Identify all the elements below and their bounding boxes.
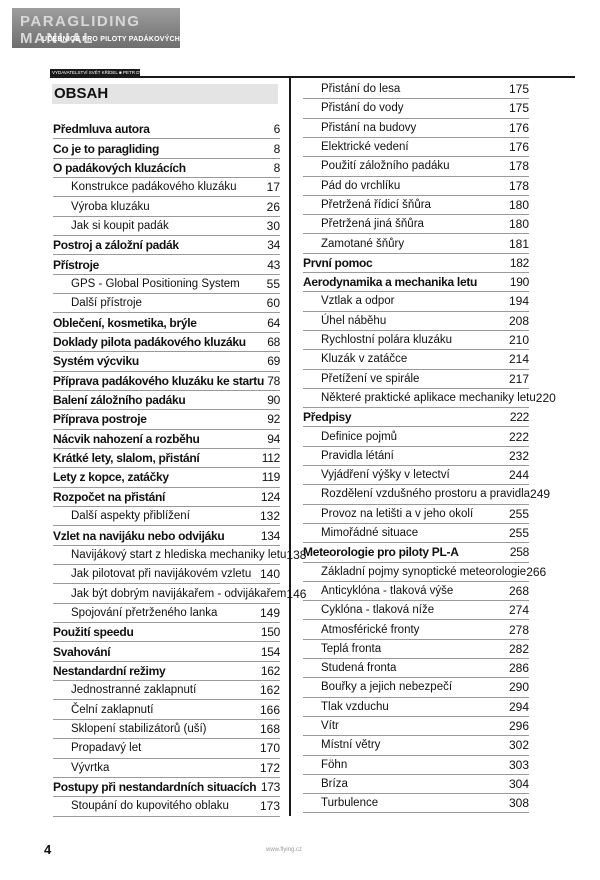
toc-entry bbox=[53, 178, 280, 197]
toc-entry bbox=[53, 623, 280, 642]
toc-entry-title: Jak pilotovat při navijákovém vzletu bbox=[71, 568, 252, 581]
toc-entry-page: 119 bbox=[261, 470, 280, 485]
toc-entry-page: 190 bbox=[509, 275, 529, 290]
toc-entry bbox=[53, 565, 280, 584]
toc-entry bbox=[53, 391, 280, 410]
toc-entry-page: 8 bbox=[273, 141, 280, 156]
toc-entry-page: 175 bbox=[508, 101, 529, 116]
toc-entry-page: 140 bbox=[259, 567, 280, 582]
toc-entry-page: 146 bbox=[286, 586, 307, 601]
toc-entry-page: 168 bbox=[259, 722, 280, 737]
toc-entry-page: 208 bbox=[508, 313, 529, 328]
toc-entry-page: 112 bbox=[261, 451, 280, 466]
toc-entry bbox=[53, 314, 280, 333]
toc-entry-page: 150 bbox=[260, 625, 280, 640]
toc-entry-page: 302 bbox=[508, 738, 529, 753]
toc-entry-title: Föhn bbox=[321, 758, 348, 771]
toc-entry-page: 17 bbox=[266, 180, 280, 195]
toc-entry bbox=[303, 601, 529, 620]
toc-entry-title: Systém výcviku bbox=[53, 354, 139, 369]
toc-entry bbox=[53, 526, 280, 545]
toc-entry-title: Meteorologie pro piloty PL-A bbox=[303, 545, 459, 560]
toc-entry-page: 286 bbox=[508, 661, 529, 676]
toc-entry-title: Atmosférické fronty bbox=[321, 623, 420, 636]
toc-entry-page: 176 bbox=[508, 140, 529, 155]
toc-entry bbox=[53, 759, 280, 778]
toc-entry bbox=[53, 217, 280, 236]
toc-entry-title: Aerodynamika a mechanika letu bbox=[303, 275, 478, 290]
toc-entry-title: Další přístroje bbox=[71, 297, 142, 310]
toc-entry-title: Předpisy bbox=[303, 410, 352, 425]
toc-entry-page: 249 bbox=[530, 487, 551, 502]
toc-entry-title: Přistání do vody bbox=[321, 102, 404, 115]
toc-entry bbox=[303, 157, 529, 176]
toc-entry-title: Studená fronta bbox=[321, 662, 397, 675]
toc-entry-title: Lety z kopce, zatáčky bbox=[53, 470, 169, 485]
toc-entry bbox=[53, 449, 280, 468]
toc-entry-page: 64 bbox=[267, 315, 280, 330]
toc-entry bbox=[303, 756, 529, 775]
toc-entry bbox=[303, 620, 529, 639]
toc-entry-page: 255 bbox=[508, 506, 529, 521]
toc-entry-page: 26 bbox=[266, 199, 280, 214]
toc-entry bbox=[53, 333, 280, 352]
toc-entry-page: 90 bbox=[267, 393, 280, 408]
toc-entry bbox=[303, 370, 529, 389]
toc-entry-page: 173 bbox=[260, 780, 280, 795]
toc-entry-page: 92 bbox=[267, 412, 280, 427]
toc-entry-title: Elektrické vedení bbox=[321, 141, 409, 154]
toc-entry-title: Přístroje bbox=[53, 257, 99, 272]
toc-entry bbox=[53, 275, 280, 294]
toc-entry-title: Vyjádření výšky v letectví bbox=[321, 469, 450, 482]
toc-entry bbox=[53, 720, 280, 739]
toc-entry-page: 290 bbox=[508, 680, 529, 695]
toc-entry bbox=[303, 485, 551, 504]
toc-entry-page: 43 bbox=[267, 257, 280, 272]
toc-entry-title: Jak být dobrým navijákařem - odvijákařem bbox=[71, 587, 287, 600]
manual-subtitle: UČEBNICE PRO PILOTY PADÁKOVÝCH KLUZÁKŮ bbox=[42, 36, 218, 43]
toc-entry-title: Vzlet na navijáku nebo odvijáku bbox=[53, 528, 225, 543]
toc-entry bbox=[303, 563, 547, 582]
toc-entry-page: 170 bbox=[259, 741, 280, 756]
toc-entry-title: Jednostranné zaklapnutí bbox=[71, 684, 197, 697]
toc-entry bbox=[303, 177, 529, 196]
toc-entry-title: Nestandardní režimy bbox=[53, 663, 166, 678]
toc-entry-title: Použití záložního padáku bbox=[321, 160, 450, 173]
toc-entry-title: Bríza bbox=[321, 777, 348, 790]
toc-entry bbox=[303, 215, 529, 234]
toc-entry bbox=[53, 197, 280, 216]
toc-entry bbox=[53, 642, 280, 661]
toc-entry-page: 138 bbox=[286, 547, 307, 562]
toc-entry bbox=[303, 80, 529, 99]
toc-entry-page: 55 bbox=[266, 276, 280, 291]
toc-entry-page: 296 bbox=[508, 719, 529, 734]
toc-entry-title: O padákových kluzácích bbox=[53, 160, 186, 175]
toc-entry bbox=[53, 236, 280, 255]
toc-entry-title: Oblečení, kosmetika, brýle bbox=[53, 315, 197, 330]
toc-entry bbox=[53, 139, 280, 158]
publisher-strip: VYDAVATELSTVÍ SVĚT KŘÍDEL ■ PETR DVOŘÁK bbox=[52, 70, 156, 75]
toc-entry-page: 175 bbox=[508, 82, 529, 97]
toc-entry bbox=[53, 352, 280, 371]
toc-entry-page: 78 bbox=[267, 373, 280, 388]
toc-entry bbox=[303, 466, 529, 485]
footer-url: www.flying.cz bbox=[266, 847, 303, 853]
toc-entry bbox=[53, 662, 280, 681]
toc-entry-title: První pomoc bbox=[303, 255, 373, 270]
toc-entry-title: Příprava padákového kluzáku ke startu bbox=[53, 373, 264, 388]
toc-entry-title: Spojování přetrženého lanka bbox=[71, 606, 218, 619]
toc-entry-page: 258 bbox=[509, 545, 529, 560]
toc-entry-title: Postroj a záložní padák bbox=[53, 238, 179, 253]
toc-entry-title: Vztlak a odpor bbox=[321, 295, 395, 308]
toc-entry-page: 34 bbox=[267, 238, 280, 253]
toc-entry-title: Anticyklóna - tlaková výše bbox=[321, 584, 454, 597]
toc-entry bbox=[303, 524, 529, 543]
toc-entry-title: Jak si koupit padák bbox=[71, 219, 169, 232]
toc-entry bbox=[53, 372, 280, 391]
toc-entry-page: 162 bbox=[260, 663, 280, 678]
toc-entry bbox=[303, 292, 529, 311]
toc-entry-page: 176 bbox=[508, 120, 529, 135]
top-rule bbox=[50, 76, 575, 78]
toc-entry-title: Přistání do lesa bbox=[321, 83, 401, 96]
toc-entry bbox=[303, 717, 529, 736]
toc-entry-page: 178 bbox=[508, 178, 529, 193]
toc-entry bbox=[303, 273, 529, 292]
toc-entry-title: Balení záložního padáku bbox=[53, 393, 186, 408]
toc-entry-title: Rychlostní polára kluzáku bbox=[321, 334, 453, 347]
toc-entry-page: 194 bbox=[508, 294, 529, 309]
toc-entry-title: Turbulence bbox=[321, 797, 379, 810]
column-divider bbox=[289, 76, 291, 816]
toc-entry-page: 180 bbox=[508, 217, 529, 232]
toc-entry bbox=[53, 255, 280, 274]
toc-entry-page: 303 bbox=[508, 757, 529, 772]
toc-entry-page: 149 bbox=[259, 605, 280, 620]
toc-entry bbox=[53, 604, 280, 623]
toc-entry-title: Základní pojmy synoptické meteorologie bbox=[321, 565, 527, 578]
header-band bbox=[12, 8, 218, 48]
toc-entry-page: 154 bbox=[260, 644, 280, 659]
toc-entry bbox=[53, 739, 280, 758]
toc-entry-page: 181 bbox=[508, 236, 529, 251]
toc-entry-page: 232 bbox=[508, 448, 529, 463]
toc-entry-page: 6 bbox=[273, 122, 280, 137]
toc-entry bbox=[53, 681, 280, 700]
toc-entry-title: Výroba kluzáku bbox=[71, 200, 150, 213]
toc-entry-title: Kluzák v zatáčce bbox=[321, 353, 408, 366]
toc-entry bbox=[303, 678, 529, 697]
toc-entry-page: 268 bbox=[508, 583, 529, 598]
toc-entry-page: 294 bbox=[508, 699, 529, 714]
toc-entry-title: Krátké lety, slalom, přistání bbox=[53, 451, 200, 466]
toc-entry-title: Pravidla létání bbox=[321, 449, 394, 462]
toc-entry-title: Přetížení ve spirále bbox=[321, 372, 420, 385]
toc-entry-page: 172 bbox=[259, 760, 280, 775]
toc-entry-title: Sklopení stabilizátorů (uší) bbox=[71, 723, 207, 736]
toc-entry-page: 278 bbox=[508, 622, 529, 637]
toc-entry bbox=[53, 507, 280, 526]
toc-entry bbox=[53, 778, 280, 797]
toc-heading: OBSAH bbox=[52, 84, 278, 104]
toc-entry-page: 255 bbox=[508, 526, 529, 541]
toc-entry bbox=[303, 505, 529, 524]
toc-entry bbox=[53, 120, 280, 139]
toc-entry bbox=[53, 797, 280, 816]
toc-entry-title: Přetržená řídicí šňůra bbox=[321, 198, 431, 211]
toc-entry-title: Stoupání do kupovitého oblaku bbox=[71, 800, 229, 813]
toc-entry bbox=[303, 736, 529, 755]
toc-entry bbox=[53, 546, 307, 565]
toc-entry-page: 274 bbox=[508, 603, 529, 618]
toc-entry-page: 94 bbox=[267, 431, 280, 446]
toc-entry bbox=[53, 584, 307, 603]
toc-entry bbox=[303, 99, 529, 118]
toc-entry-title: GPS - Global Positioning System bbox=[71, 277, 240, 290]
toc-entry-page: 182 bbox=[509, 255, 529, 270]
toc-entry bbox=[303, 389, 556, 408]
manual-title: PARAGLIDING MANUAL bbox=[20, 13, 141, 47]
page-number: 4 bbox=[44, 842, 52, 857]
toc-entry-title: Další aspekty přiblížení bbox=[71, 510, 190, 523]
toc-entry-page: 304 bbox=[508, 776, 529, 791]
toc-entry bbox=[303, 698, 529, 717]
toc-entry-page: 173 bbox=[259, 799, 280, 814]
toc-entry-title: Nácvik nahození a rozběhu bbox=[53, 431, 200, 446]
toc-entry-title: Rozpočet na přistání bbox=[53, 489, 166, 504]
toc-entry-title: Postupy při nestandardních situacích bbox=[53, 780, 257, 795]
toc-entry-page: 124 bbox=[260, 489, 280, 504]
toc-entry-title: Provoz na letišti a v jeho okolí bbox=[321, 507, 474, 520]
toc-entry-page: 266 bbox=[526, 564, 547, 579]
toc-entry bbox=[303, 350, 529, 369]
toc-entry-title: Cyklóna - tlaková níže bbox=[321, 604, 435, 617]
toc-entry-title: Předmluva autora bbox=[53, 122, 150, 137]
toc-entry-title: Úhel náběhu bbox=[321, 314, 387, 327]
toc-entry bbox=[303, 659, 529, 678]
toc-entry-page: 178 bbox=[508, 159, 529, 174]
toc-entry-title: Bouřky a jejich nebezpečí bbox=[321, 681, 453, 694]
toc-entry-page: 222 bbox=[509, 410, 529, 425]
toc-entry-page: 68 bbox=[267, 335, 280, 350]
toc-entry bbox=[303, 408, 529, 427]
toc-entry bbox=[303, 640, 529, 659]
toc-entry-title: Místní větry bbox=[321, 739, 381, 752]
toc-entry-title: Teplá fronta bbox=[321, 642, 382, 655]
toc-entry bbox=[303, 119, 529, 138]
toc-entry bbox=[303, 331, 529, 350]
toc-entry-page: 222 bbox=[508, 429, 529, 444]
toc-entry-page: 162 bbox=[259, 683, 280, 698]
toc-entry bbox=[303, 775, 529, 794]
toc-entry-page: 214 bbox=[508, 352, 529, 367]
toc-entry bbox=[303, 312, 529, 331]
toc-entry bbox=[53, 468, 280, 487]
toc-entry-title: Propadavý let bbox=[71, 742, 142, 755]
toc-entry-title: Co je to paragliding bbox=[53, 141, 160, 156]
toc-entry bbox=[303, 794, 529, 813]
toc-entry bbox=[303, 196, 529, 215]
toc-entry bbox=[53, 488, 280, 507]
toc-entry bbox=[53, 701, 280, 720]
toc-entry bbox=[53, 159, 280, 178]
toc-entry-page: 69 bbox=[267, 354, 280, 369]
toc-entry-title: Definice pojmů bbox=[321, 430, 398, 443]
toc-entry bbox=[53, 294, 280, 313]
toc-entry-page: 308 bbox=[508, 796, 529, 811]
toc-entry bbox=[303, 138, 529, 157]
toc-entry-page: 60 bbox=[266, 296, 280, 311]
toc-entry bbox=[303, 234, 529, 253]
toc-entry bbox=[303, 543, 529, 562]
toc-entry-title: Svahování bbox=[53, 644, 111, 659]
toc-entry-page: 134 bbox=[260, 528, 280, 543]
toc-entry-page: 217 bbox=[508, 371, 529, 386]
toc-entry bbox=[303, 582, 529, 601]
toc-entry-title: Mimořádné situace bbox=[321, 527, 419, 540]
toc-entry-page: 210 bbox=[508, 333, 529, 348]
toc-entry-page: 132 bbox=[259, 509, 280, 524]
toc-entry-title: Rozdělení vzdušného prostoru a pravidla bbox=[321, 488, 531, 501]
toc-entry-page: 244 bbox=[508, 468, 529, 483]
toc-entry-page: 282 bbox=[508, 641, 529, 656]
toc-entry-title: Vítr bbox=[321, 720, 339, 733]
toc-entry-page: 166 bbox=[259, 702, 280, 717]
toc-entry-title: Příprava postroje bbox=[53, 412, 147, 427]
toc-entry-title: Zamotané šňůry bbox=[321, 237, 405, 250]
toc-entry-title: Vývrtka bbox=[71, 761, 110, 774]
toc-entry bbox=[303, 254, 529, 273]
toc-entry-title: Tlak vzduchu bbox=[321, 700, 389, 713]
toc-entry-title: Některé praktické aplikace mechaniky letu bbox=[321, 391, 536, 404]
toc-entry-title: Doklady pilota padákového kluzáku bbox=[53, 335, 246, 350]
toc-entry-page: 220 bbox=[535, 390, 556, 405]
toc-entry-page: 180 bbox=[508, 197, 529, 212]
toc-entry-title: Konstrukce padákového kluzáku bbox=[71, 181, 237, 194]
toc-entry-title: Navijákový start z hlediska mechaniky letu bbox=[71, 548, 287, 561]
toc-entry-page: 8 bbox=[273, 160, 280, 175]
toc-entry bbox=[303, 427, 529, 446]
toc-entry-title: Přetržená jiná šňůra bbox=[321, 218, 424, 231]
toc-entry-title: Použití speedu bbox=[53, 625, 134, 640]
toc-entry-title: Přistání na budovy bbox=[321, 121, 417, 134]
toc-entry-page: 30 bbox=[266, 218, 280, 233]
toc-entry bbox=[53, 410, 280, 429]
toc-entry-title: Čelní zaklapnutí bbox=[71, 703, 154, 716]
toc-entry-title: Pád do vrchlíku bbox=[321, 179, 401, 192]
toc-entry bbox=[53, 430, 280, 449]
toc-entry bbox=[303, 447, 529, 466]
